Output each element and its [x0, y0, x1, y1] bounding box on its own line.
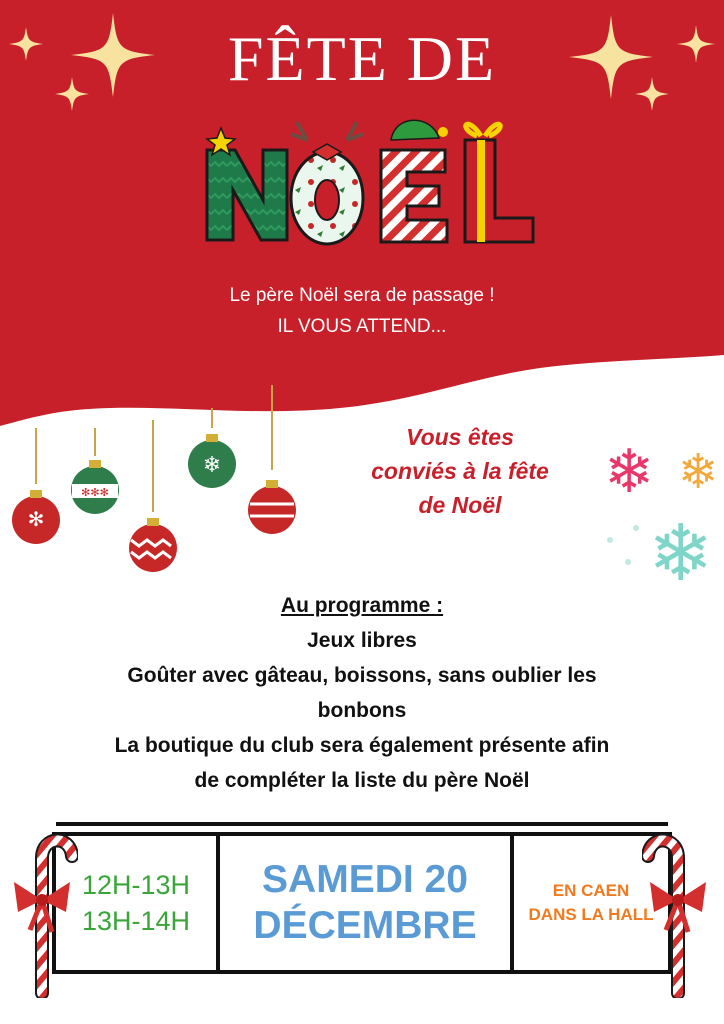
snowflake-icon: ❄: [678, 446, 719, 499]
svg-text:✻✻✻: ✻✻✻: [81, 487, 109, 499]
christmas-ornament-icon: [129, 420, 177, 572]
place-line-1: EN CAEN: [552, 881, 630, 900]
place-line-2: DANS LA HALL: [528, 905, 654, 924]
candy-cane-icon: [8, 828, 78, 998]
date-line-1: SAMEDI 20: [262, 858, 468, 901]
time-cell: [56, 836, 220, 970]
program-line: de compléter la liste du père Noël: [194, 769, 530, 792]
tagline-waiting: IL VOUS ATTEND...: [277, 316, 447, 337]
snowflake-icon: ❄: [648, 509, 714, 590]
time-slot-2: 13H-14H: [81, 906, 191, 936]
noel-title: [195, 110, 555, 260]
christmas-ornament-icon: [12, 428, 60, 544]
program-heading: Au programme :: [280, 594, 444, 617]
candy-cane-icon: [642, 828, 712, 998]
christmas-ornament-icon: [188, 408, 236, 488]
tagline-santa: Le père Noël sera de passage !: [229, 285, 495, 306]
svg-text:❄: ❄: [202, 452, 222, 477]
program-line: bonbons: [317, 699, 407, 722]
christmas-ornament-icon: [248, 385, 296, 534]
snowflake-icon: ❄: [604, 438, 655, 505]
time-slot-1: 12H-13H: [81, 870, 191, 900]
date-line-2: DÉCEMBRE: [253, 904, 477, 947]
invite-line-3: de Noël: [418, 492, 502, 518]
program-line: La boutique du club sera également présente afin: [114, 734, 610, 757]
event-info-box: [52, 832, 672, 974]
program-line: Jeux libres: [307, 629, 417, 652]
invite-line-2: conviés à la fête: [371, 458, 549, 484]
title-fete-de: FÊTE DE: [227, 23, 497, 94]
invitation-text: [320, 420, 600, 522]
christmas-ornaments: [0, 380, 320, 590]
invite-line-1: Vous êtes: [406, 424, 514, 450]
svg-text:✻: ✻: [27, 509, 45, 531]
snowflakes: [600, 430, 724, 590]
program-section: [20, 588, 704, 798]
program-line: Goûter avec gâteau, boissons, sans oublier les: [127, 664, 597, 687]
christmas-ornament-icon: [71, 428, 119, 514]
date-cell: [220, 836, 514, 970]
